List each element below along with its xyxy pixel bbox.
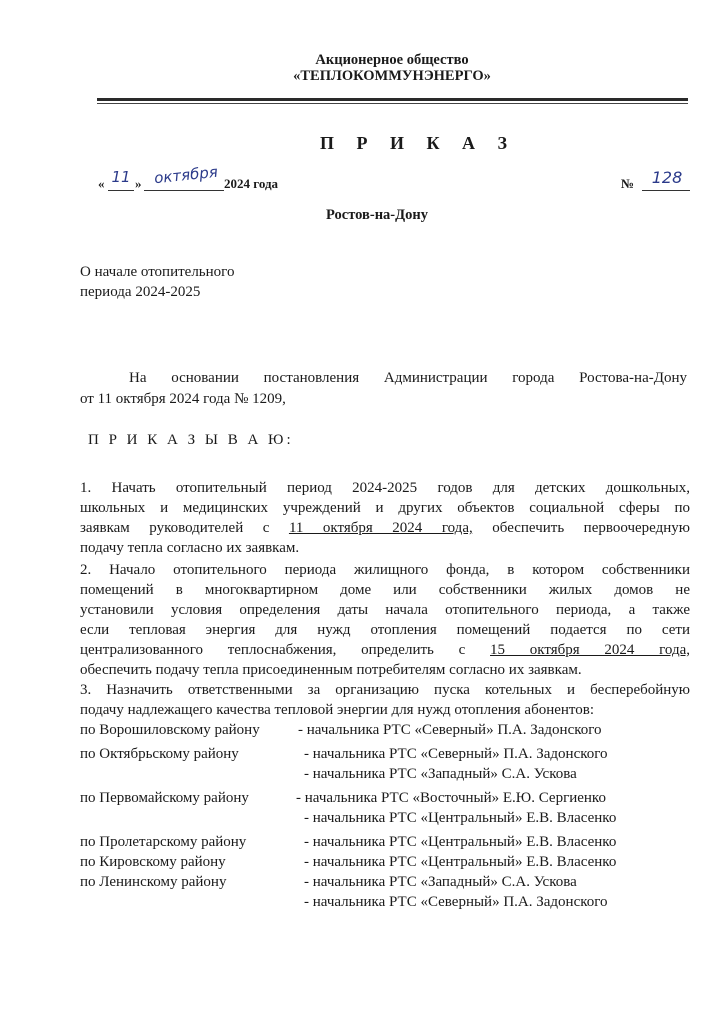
date-year: 2024 года bbox=[224, 176, 279, 191]
start-date-underlined: 15 октября 2024 года, bbox=[490, 642, 690, 658]
item-text: централизованного теплоснабжения, определить с bbox=[80, 642, 491, 658]
date-close-quote: » bbox=[135, 176, 142, 191]
month-underline bbox=[144, 190, 224, 191]
start-date-underlined: 11 октября 2024 года, bbox=[288, 520, 473, 536]
responsible-row bbox=[80, 720, 700, 740]
document-title: П Р И К А З bbox=[320, 133, 517, 153]
header-rule-thin bbox=[97, 103, 688, 104]
basis-line: от 11 октября 2024 года № 1209, bbox=[80, 391, 286, 407]
number-underline bbox=[642, 190, 690, 191]
item-text: обеспечить первоочередную bbox=[472, 520, 690, 536]
org-type: Акционерное общество bbox=[315, 52, 469, 68]
order-item-3 bbox=[80, 680, 690, 720]
basis-line: На основании постановления Администрации города Ростова-на-Дону bbox=[129, 370, 687, 386]
item-line bbox=[80, 518, 690, 538]
responsible-person: - начальника РТС «Центральный» Е.В. Власенко bbox=[304, 854, 617, 870]
date-number-row bbox=[98, 162, 698, 194]
basis-paragraph bbox=[80, 368, 687, 410]
item-line: 1. Начать отопительный период 2024-2025 годов для детских дошкольных, bbox=[80, 480, 690, 496]
responsible-person: - начальника РТС «Северный» П.А. Задонского bbox=[298, 722, 602, 738]
city: Ростов-на-Дону bbox=[326, 207, 428, 223]
item-line: 3. Назначить ответственными за организацию пуска котельных и бесперебойную bbox=[80, 682, 690, 698]
district-name: по Ворошиловскому району bbox=[80, 722, 260, 738]
responsible-row bbox=[80, 788, 700, 808]
responsible-person: - начальника РТС «Центральный» Е.В. Власенко bbox=[304, 810, 617, 826]
district-name: по Октябрьскому району bbox=[80, 746, 239, 762]
responsible-row bbox=[80, 764, 700, 784]
org-name: «ТЕПЛОКОММУНЭНЕРГО» bbox=[293, 68, 491, 84]
subject-line: периода 2024-2025 bbox=[80, 284, 201, 300]
handwritten-day: 11 bbox=[111, 168, 131, 186]
item-line: если тепловая энергия для нужд отопления помещений подается по сети bbox=[80, 622, 690, 638]
subject bbox=[80, 262, 234, 302]
day-underline bbox=[108, 190, 134, 191]
item-line: подачу надлежащего качества тепловой энергии для нужд отопления абонентов: bbox=[80, 702, 595, 718]
district-name: по Пролетарскому району bbox=[80, 834, 247, 850]
order-word: П Р И К А З Ы В А Ю: bbox=[88, 432, 294, 448]
responsible-row bbox=[80, 872, 700, 892]
responsible-person: - начальника РТС «Западный» С.А. Ускова bbox=[304, 874, 577, 890]
number-label: № bbox=[621, 176, 635, 191]
item-line: обеспечить подачу тепла присоединенным потребителям согласно их заявкам. bbox=[80, 662, 582, 678]
item-line: помещений в многоквартирном доме или собственники жилых домов не bbox=[80, 582, 690, 598]
item-line: установили условия определения даты начала отопительного периода, а также bbox=[80, 602, 690, 618]
responsible-row bbox=[80, 832, 700, 852]
responsible-row bbox=[80, 852, 700, 872]
handwritten-month: октября bbox=[153, 162, 219, 188]
item-line bbox=[80, 640, 690, 660]
item-line: подачу тепла согласно их заявкам. bbox=[80, 540, 300, 556]
responsible-person: - начальника РТС «Восточный» Е.Ю. Сергиенко bbox=[296, 790, 606, 806]
responsible-row bbox=[80, 808, 700, 828]
item-text: заявкам руководителей с bbox=[80, 520, 289, 536]
item-line: 2. Начало отопительного периода жилищного фонда, в котором собственники bbox=[80, 562, 690, 578]
date-open-quote: « bbox=[98, 176, 105, 191]
order-item-1 bbox=[80, 478, 690, 558]
responsible-person: - начальника РТС «Западный» С.А. Ускова bbox=[304, 766, 577, 782]
responsible-person: - начальника РТС «Северный» П.А. Задонского bbox=[304, 746, 608, 762]
handwritten-number: 128 bbox=[651, 168, 683, 187]
responsible-row bbox=[80, 892, 700, 912]
responsible-row bbox=[80, 744, 700, 764]
header-rule-thick bbox=[97, 98, 688, 101]
order-item-2 bbox=[80, 560, 690, 680]
responsibles-list bbox=[80, 720, 700, 912]
district-name: по Кировскому району bbox=[80, 854, 226, 870]
item-line: школьных и медицинских учреждений и других объектов социальной сферы по bbox=[80, 500, 690, 516]
district-name: по Ленинскому району bbox=[80, 874, 227, 890]
subject-line: О начале отопительного bbox=[80, 264, 235, 280]
district-name: по Первомайскому району bbox=[80, 790, 249, 806]
responsible-person: - начальника РТС «Центральный» Е.В. Власенко bbox=[304, 834, 617, 850]
responsible-person: - начальника РТС «Северный» П.А. Задонского bbox=[304, 894, 608, 910]
